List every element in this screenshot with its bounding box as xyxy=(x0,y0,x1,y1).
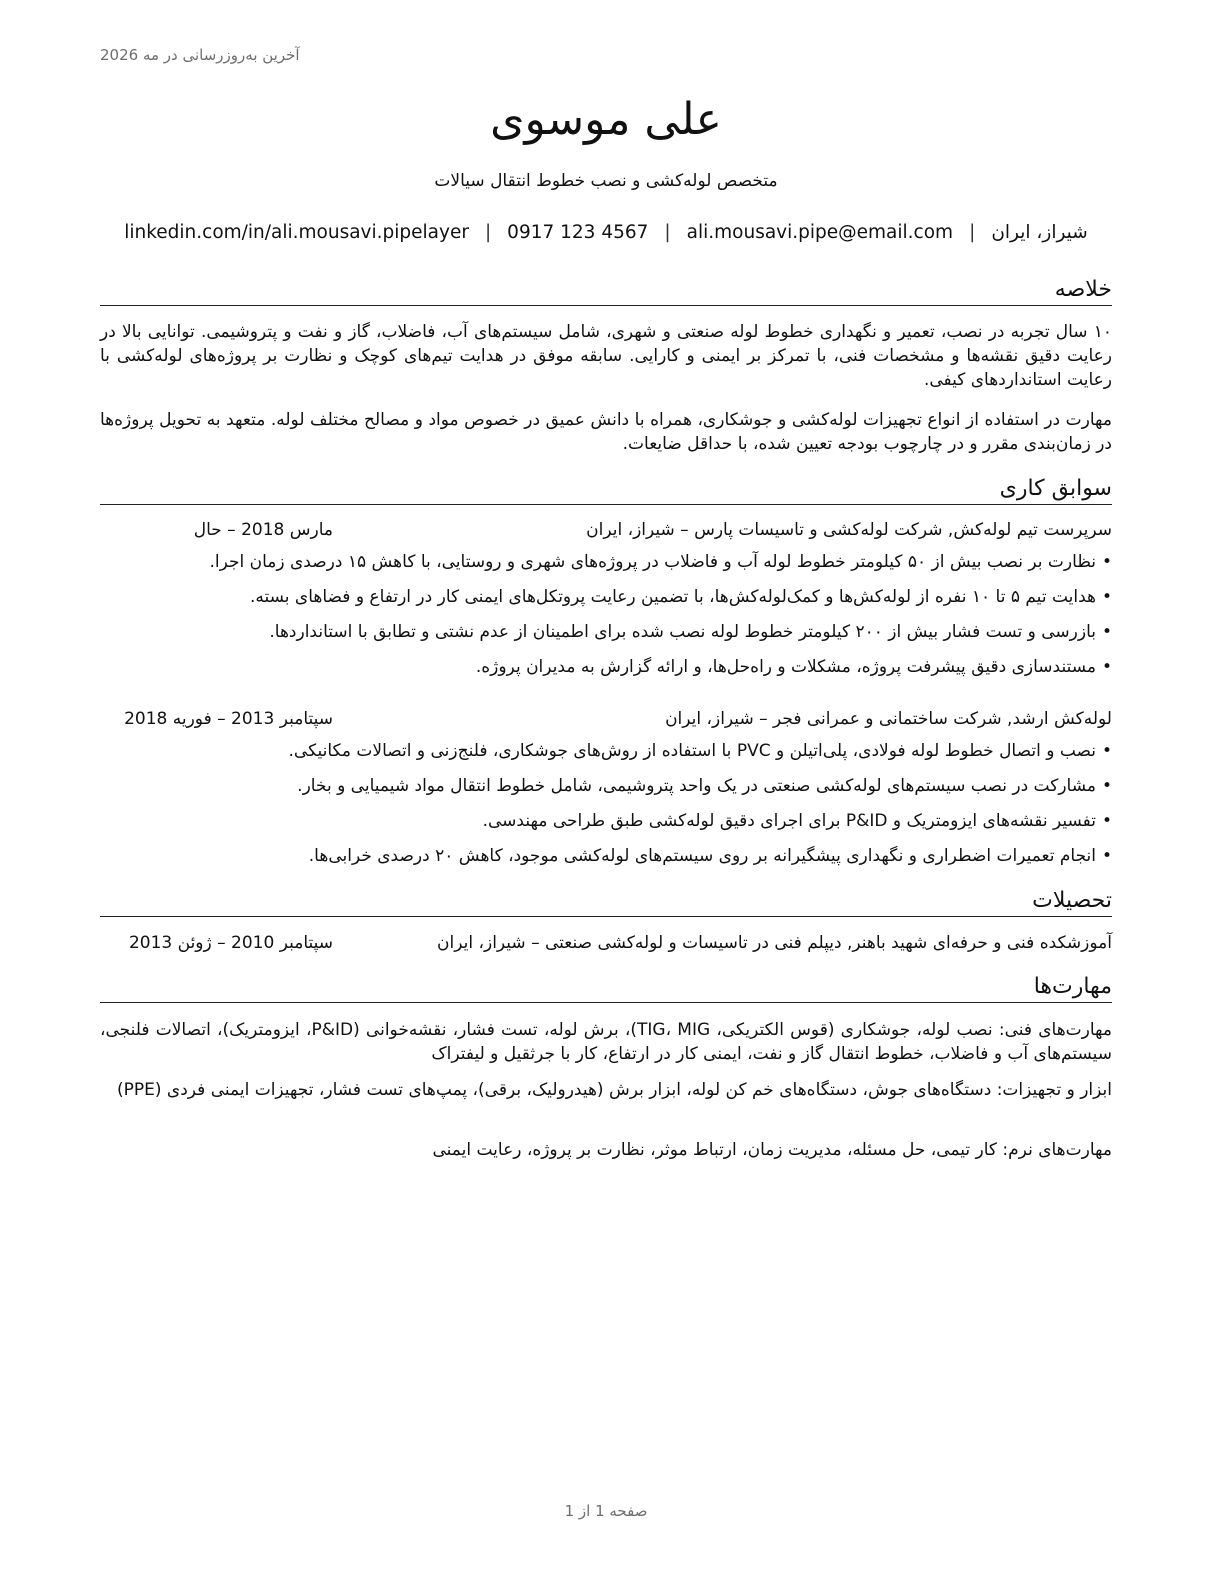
job-bullet: • تفسیر نقشه‌های ایزومتریک و P&ID برای اجرای دقیق لوله‌کشی طبق طراحی مهندسی. xyxy=(100,809,1112,844)
job-bullet: • مشارکت در نصب سیستم‌های لوله‌کشی صنعتی در یک واحد پتروشیمی، شامل خطوط انتقال مواد شیمیایی و بخار. xyxy=(100,774,1112,809)
skills-item: ابزار و تجهیزات: دستگاه‌های جوش، دستگاه‌های خم کن لوله، ابزار برش (هیدرولیک، برقی)، پمپ‌های تست فشار، تجهیزات ایمنی فردی (PPE) xyxy=(117,1080,1112,1100)
summary-paragraph: مهارت در استفاده از انواع تجهیزات لوله‌کشی و جوشکاری، همراه با دانش عمیق در خصوص مواد و مصالح مختلف لوله. متعهد به تحویل پروژه‌ها در زمان‌بندی مقرر و در چارچوب بودجه تعیین شده، با حداقل ضایعات. xyxy=(100,410,1112,454)
job-bullet: • مستندسازی دقیق پیشرفت پروژه، مشکلات و راه‌حل‌ها، و ارائه گزارش به مدیران پروژه. xyxy=(100,655,1112,690)
contact-linkedin[interactable]: linkedin.com/in/ali.mousavi.pipelayer xyxy=(124,222,469,243)
job-bullet: • انجام تعمیرات اضطراری و نگهداری پیشگیرانه بر روی سیستم‌های لوله‌کشی موجود، کاهش ۲۰ درصدی خرابی‌ها. xyxy=(100,844,1112,879)
job-header xyxy=(100,517,1112,543)
job-dates: سپتامبر 2013 – فوریه 2018 xyxy=(124,709,333,729)
page-number: صفحه 1 از 1 xyxy=(564,1502,648,1520)
skills-item: مهارت‌های فنی: نصب لوله، جوشکاری (قوس الکتریکی، TIG، MIG)، برش لوله، تست فشار، نقشه‌خوانی (P&ID، ایزومتریک)، اتصالات فلنجی، سیستم‌های آب و فاضلاب، خطوط انتقال گاز و نفت، ایمنی کار در ارتفاع، کار با جرثقیل و لیفتراک xyxy=(100,1020,1112,1064)
job-bullet-list xyxy=(100,550,1112,690)
contact-phone[interactable]: 0917 123 4567 xyxy=(507,222,649,243)
section-heading-skills: مهارت‌ها xyxy=(100,973,1112,1003)
job-bullet: • هدایت تیم ۵ تا ۱۰ نفره از لوله‌کش‌ها و کمک‌لوله‌کش‌ها، با تضمین رعایت پروتکل‌های ایمنی کار در ارتفاع و فضاهای بسته. xyxy=(100,585,1112,620)
section-heading-education: تحصیلات xyxy=(100,887,1112,917)
education-entry xyxy=(100,930,1112,956)
last-updated-note: آخرین به‌روزرسانی در مه 2026 xyxy=(100,46,300,64)
candidate-title: متخصص لوله‌کشی و نصب خطوط انتقال سیالات xyxy=(434,171,778,191)
summary-paragraph: ۱۰ سال تجربه در نصب، تعمیر و نگهداری خطوط لوله صنعتی و شهری، شامل سیستم‌های آب، فاضلاب، گاز و نفت و پتروشیمی. توانایی بالا در رعایت دقیق نقشه‌ها و مشخصات فنی، با تمرکز بر ایمنی و کارایی. سابقه موفق در هدایت تیم‌های کوچک و نظارت بر پروژه‌های لوله‌کشی با رعایت استانداردهای کیفی. xyxy=(100,322,1112,390)
job-bullet: • نصب و اتصال خطوط لوله فولادی، پلی‌اتیلن و PVC با استفاده از روش‌های جوشکاری، فلنج‌زنی و اتصالات مکانیکی. xyxy=(100,739,1112,774)
section-heading-experience: سوابق کاری xyxy=(100,475,1112,505)
candidate-name: علی موسوی xyxy=(490,94,722,145)
contact-line xyxy=(100,222,1112,243)
education-school: آموزشکده فنی و حرفه‌ای شهید باهنر, دیپلم فنی در تاسیسات و لوله‌کشی صنعتی – شیراز، ایران xyxy=(437,933,1112,953)
job-dates: مارس 2018 – حال xyxy=(193,520,333,540)
education-dates: سپتامبر 2010 – ژوئن 2013 xyxy=(128,933,333,953)
job-bullet-list xyxy=(100,739,1112,879)
contact-separator: | xyxy=(969,222,976,243)
contact-separator: | xyxy=(484,222,492,243)
job-bullet: • بازرسی و تست فشار بیش از ۲۰۰ کیلومتر خطوط لوله نصب شده برای اطمینان از عدم نشتی و تطابق با استانداردها. xyxy=(100,620,1112,655)
section-heading-summary: خلاصه xyxy=(100,276,1112,306)
contact-location: شیراز، ایران xyxy=(991,222,1088,243)
skills-item: مهارت‌های نرم: کار تیمی، حل مسئله، مدیریت زمان، ارتباط موثر، نظارت بر پروژه، رعایت ایمنی xyxy=(432,1140,1112,1160)
resume-page xyxy=(100,0,1112,1584)
job-header xyxy=(100,706,1112,732)
contact-separator: | xyxy=(664,222,671,243)
job-role: لوله‌کش ارشد, شرکت ساختمانی و عمرانی فجر – شیراز، ایران xyxy=(665,709,1112,729)
job-role: سرپرست تیم لوله‌کش, شرکت لوله‌کشی و تاسیسات پارس – شیراز، ایران xyxy=(586,520,1112,540)
contact-email[interactable]: ali.mousavi.pipe@email.com xyxy=(686,222,954,243)
job-bullet: • نظارت بر نصب بیش از ۵۰ کیلومتر خطوط لوله آب و فاضلاب در پروژه‌های شهری و روستایی، با کاهش ۱۵ درصدی زمان اجرا. xyxy=(100,550,1112,585)
